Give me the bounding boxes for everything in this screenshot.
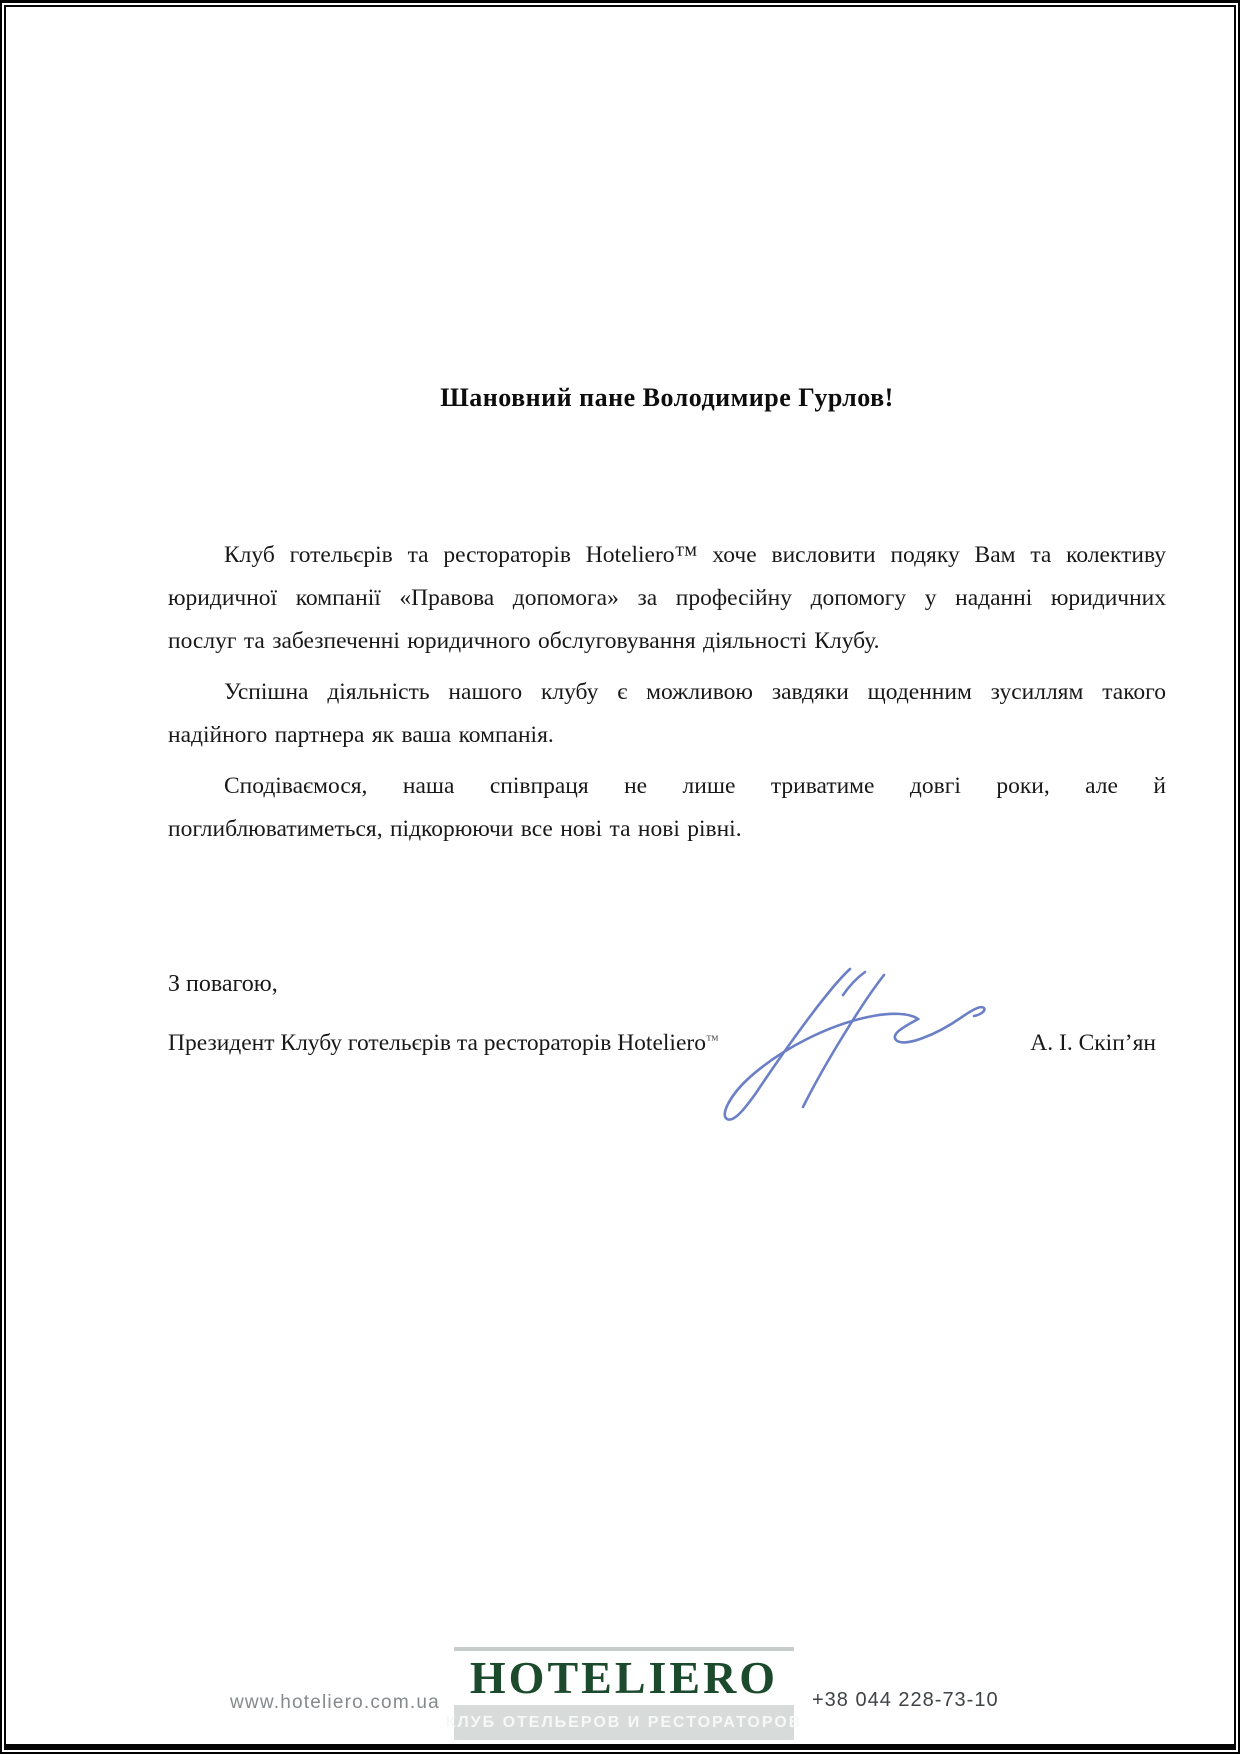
paragraph-line: поглиблюватиметься, підкорюючи все нові та нові рівні.: [168, 816, 742, 842]
closing-salutation: З повагою,: [168, 971, 278, 997]
paragraph-line: послуг та забезпеченні юридичного обслуговування діяльності Клубу.: [168, 628, 880, 654]
signature-row: [168, 1018, 1166, 1065]
salutation: Шановний пане Володимире Гурлов!: [440, 383, 894, 412]
logo-tagline: КЛУБ ОТЕЛЬЕРОВ И РЕСТОРАТОРОВ: [445, 1713, 803, 1731]
paragraph-line: Клуб готельєрів та рестораторів Hoteliero™ хоче висловити подяку Вам та колективу: [224, 542, 1166, 568]
paragraph-line: Сподіваємося, наша співпраця не лише триватиме довгі роки, але й: [224, 773, 1166, 799]
signer-name: А. І. Скіп’ян: [1030, 1030, 1156, 1056]
paragraph-line: Успішна діяльність нашого клубу є можливою завдяки щоденним зусиллям такого: [224, 679, 1166, 705]
scan-frame: [4, 5, 1236, 1750]
website-url: www.hoteliero.com.ua: [230, 1692, 440, 1713]
trademark-symbol: ™: [705, 1032, 719, 1047]
paragraph-2: [168, 671, 1166, 757]
paragraph-3: [168, 765, 1166, 851]
paragraph-line: надійного партнера як ваша компанія.: [168, 722, 554, 748]
paragraph-1: [168, 534, 1166, 663]
signer-title: Президент Клубу готельєрів та рестораторів Hoteliero™: [168, 1030, 719, 1056]
letter-footer: [6, 1634, 1234, 1744]
phone-number: +38 044 228-73-10: [812, 1689, 999, 1711]
logo-tagline-bar: [445, 1705, 803, 1740]
hoteliero-logo: [445, 1647, 803, 1740]
letter-body: [168, 7, 1166, 1065]
logo-top-rule: [454, 1647, 794, 1651]
logo-wordmark: HOTELIERO: [469, 1652, 779, 1703]
paragraph-line: юридичної компанії «Правова допомога» за професійну допомогу у наданні юридичних: [168, 585, 1166, 611]
